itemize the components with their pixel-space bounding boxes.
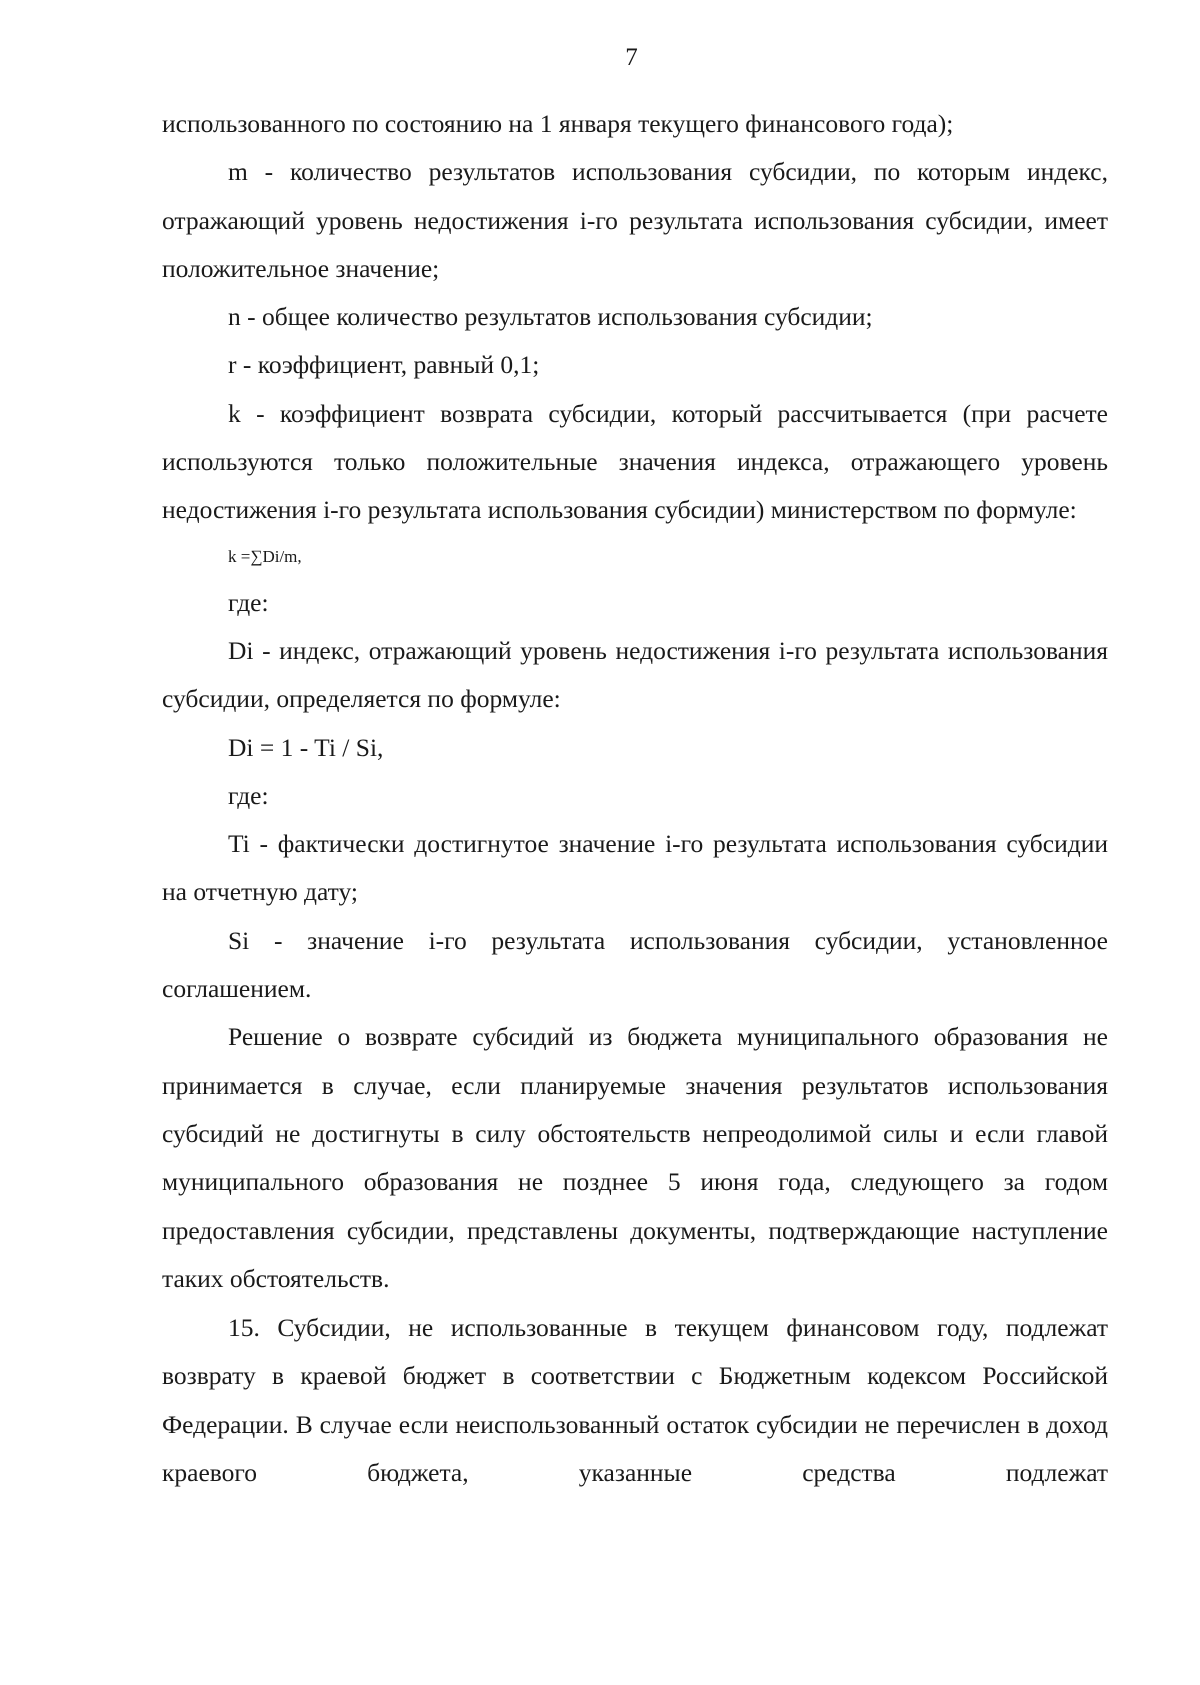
paragraph-r-definition: r - коэффициент, равный 0,1; xyxy=(228,350,540,380)
paragraph-continuation: использованного по состоянию на 1 января текущего финансового года); xyxy=(162,109,954,138)
paragraph-di-definition: Di - индекс, отражающий уровень недостижения i-го результата использования субсидии, определяется по формуле: xyxy=(162,635,1108,714)
paragraph-si-definition: Si - значение i-го результата использования субсидии, установленное соглашением. xyxy=(162,925,1108,1004)
paragraph-refund-decision: Решение о возврате субсидий из бюджета муниципального образования не принимается в случае, если планируемые значения результатов использования субсидий не достигнуты в силу обстоятельств непреодолимой силы и если главой муниципального образования не позднее 5 июня года, следующего за годом предоставления субсидии, представлены документы, подтверждающие наступление таких обстоятельств. xyxy=(162,1022,1108,1293)
paragraph-m-definition: m - количество результатов использования субсидии, по которым индекс, отражающий уровень недостижения i-го результата использования субсидии, имеет положительное значение; xyxy=(162,157,1108,283)
formula-di: Di = 1 - Ti / Si, xyxy=(228,732,384,762)
paragraph-ti-definition: Ti - фактически достигнутое значение i-го результата использования субсидии на отчетную дату; xyxy=(162,829,1108,907)
paragraph-n-definition: n - общее количество результатов использования субсидии; xyxy=(228,302,873,332)
paragraph-k-definition: k - коэффициент возврата субсидии, который рассчитывается (при расчете используются только положительные значения индекса, отражающего уровень недостижения i-го результата использования субсидии) министерством по формуле: xyxy=(162,398,1108,525)
formula-k: k =∑Di/m, xyxy=(228,546,302,566)
where-label-1: где: xyxy=(228,587,269,617)
document-body xyxy=(162,100,1108,1497)
where-label-2: где: xyxy=(228,780,269,810)
page-number: 7 xyxy=(625,44,638,71)
paragraph-15-unused-subsidies: 15. Субсидии, не использованные в текущем финансовом году, подлежат возврату в краевой бюджет в соответствии с Бюджетным кодексом Российской Федерации. В случае если неиспользованный остаток субсидии не перечислен в доход краевого бюджета, указанные средства подлежат xyxy=(162,1313,1108,1488)
